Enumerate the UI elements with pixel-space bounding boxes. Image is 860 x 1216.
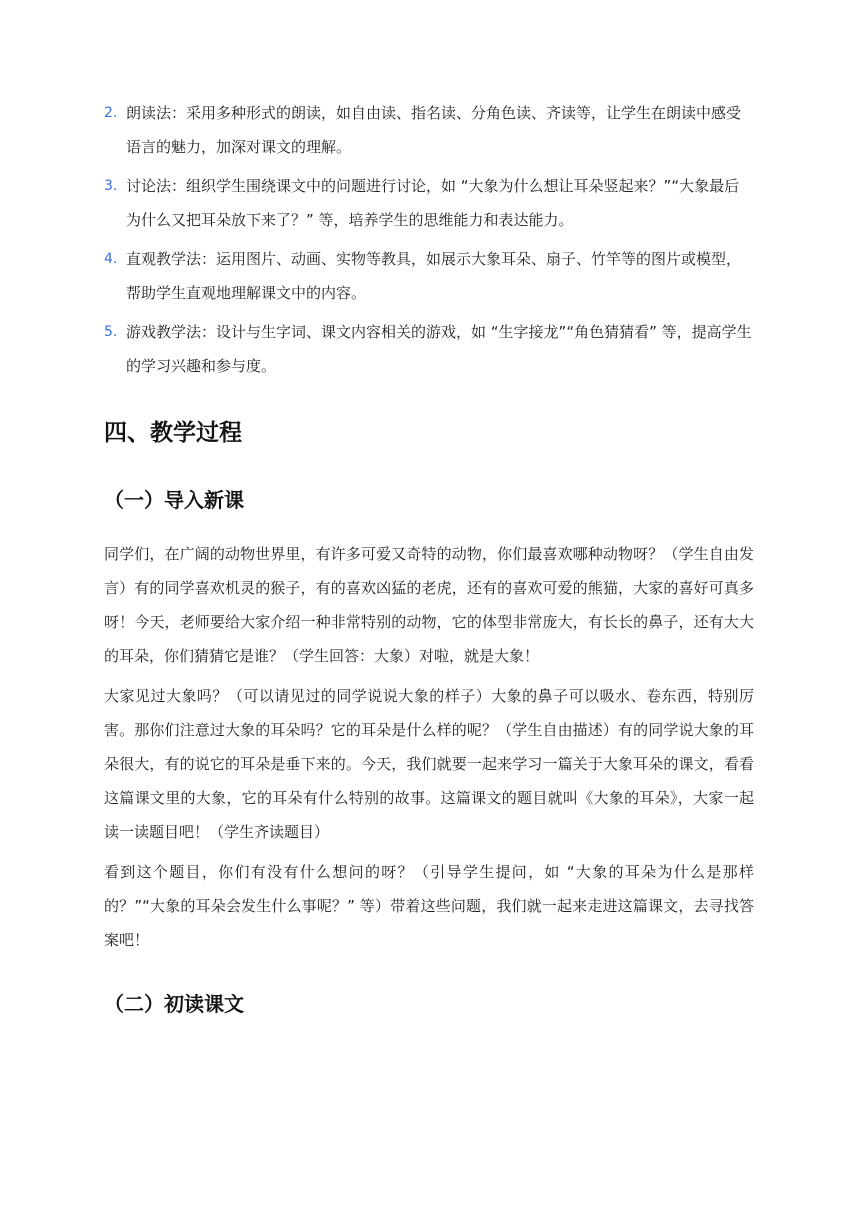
list-item-text: 朗读法：采用多种形式的朗读，如自由读、指名读、分角色读、齐读等，让学生在朗读中感受语言的魅力，加深对课文的理解。: [126, 104, 742, 156]
subsection-heading-first-reading: （二）初读课文: [104, 992, 244, 1016]
list-number: 3.: [104, 178, 118, 194]
list-item: [104, 242, 754, 310]
subsection-intro-body: [104, 537, 754, 957]
list-number: 4.: [104, 251, 118, 267]
paragraph: 大家见过大象吗？（可以请见过的同学说说大象的样子）大象的鼻子可以吸水、卷东西，特别厉害。那你们注意过大象的耳朵吗？它的耳朵是什么样的呢？（学生自由描述）有的同学说大象的耳朵很大，有的说它的耳朵是垂下来的。今天，我们就要一起来学习一篇关于大象耳朵的课文，看看这篇课文里的大象，它的耳朵有什么特别的故事。这篇课文的题目就叫《大象的耳朵》，大家一起读一读题目吧！（学生齐读题目）: [104, 687, 754, 841]
subsection-heading-intro: （一）导入新课: [104, 488, 244, 512]
list-item-text: 游戏教学法：设计与生字词、课文内容相关的游戏，如 “生字接龙”“角色猜猜看” 等，提高学生的学习兴趣和参与度。: [126, 323, 752, 375]
paragraph: 看到这个题目，你们有没有什么想问的呀？（引导学生提问，如 “大象的耳朵为什么是那样的？”“大象的耳朵会发生什么事呢？” 等）带着这些问题，我们就一起来走进这篇课文，去寻找答案吧！: [104, 863, 754, 949]
list-item-text: 直观教学法：运用图片、动画、实物等教具，如展示大象耳朵、扇子、竹竿等的图片或模型，帮助学生直观地理解课文中的内容。: [126, 250, 742, 302]
list-item: [104, 96, 754, 164]
document-page: [104, 96, 754, 1021]
list-item: [104, 169, 754, 237]
paragraph: 同学们，在广阔的动物世界里，有许多可爱又奇特的动物，你们最喜欢哪种动物呀？（学生自由发言）有的同学喜欢机灵的猴子，有的喜欢凶猛的老虎，还有的喜欢可爱的熊猫，大家的喜好可真多呀！今天，老师要给大家介绍一种非常特别的动物，它的体型非常庞大，有长长的鼻子，还有大大的耳朵，你们猜猜它是谁？（学生回答：大象）对啦，就是大象！: [104, 545, 754, 665]
teaching-methods-list: [104, 96, 754, 383]
list-item-text: 讨论法：组织学生围绕课文中的问题进行讨论，如 “大象为什么想让耳朵竖起来？”“大象最后为什么又把耳朵放下来了？” 等，培养学生的思维能力和表达能力。: [126, 177, 740, 229]
section-heading: 四、教学过程: [104, 420, 242, 446]
list-item: [104, 315, 754, 383]
list-number: 2.: [104, 105, 118, 121]
list-number: 5.: [104, 324, 118, 340]
